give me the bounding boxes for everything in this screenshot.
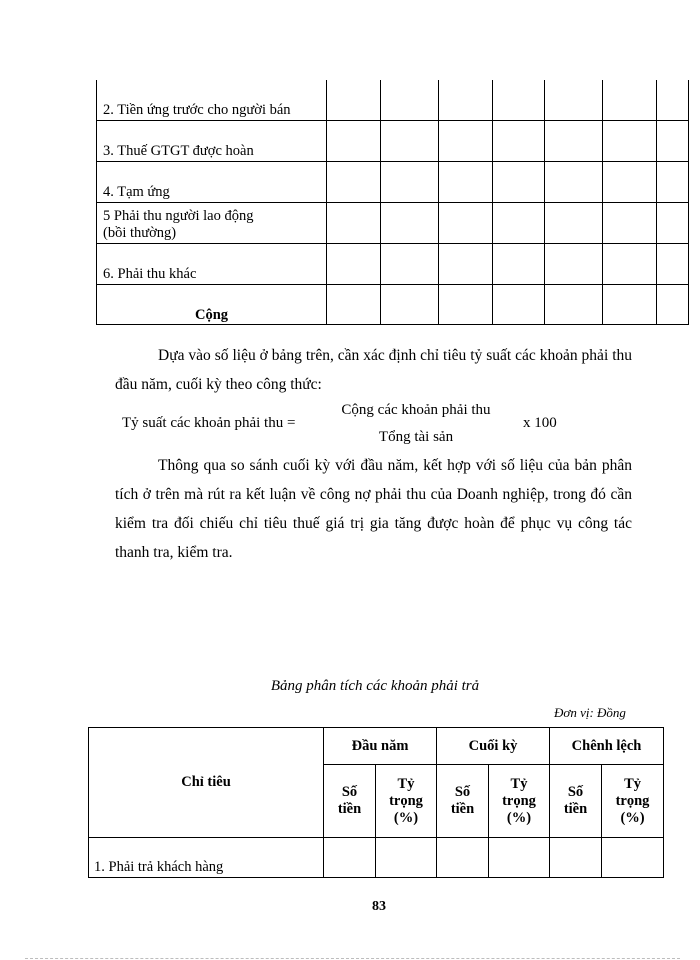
- page-number: 83: [372, 899, 386, 914]
- table-cell: [381, 80, 439, 121]
- table-cell: [327, 80, 381, 121]
- table-cell: [603, 121, 657, 162]
- table-cell: [439, 162, 493, 203]
- table-row: [97, 244, 689, 285]
- table-cell: [545, 203, 603, 244]
- row-label: 5 Phải thu người lao động (bồi thường): [97, 203, 327, 244]
- table-cell: [657, 244, 689, 285]
- header-group-start: Đầu năm: [324, 728, 437, 765]
- subheader-ratio: Tỷ trọng (%): [602, 765, 664, 838]
- row-label: 4. Tạm ứng: [97, 162, 327, 203]
- table-cell: [493, 203, 545, 244]
- table-cell: [603, 80, 657, 121]
- table-cell: [327, 162, 381, 203]
- table-cell: [493, 121, 545, 162]
- table-row: [97, 121, 689, 162]
- formula-multiplier: x 100: [523, 415, 557, 431]
- formula-denominator: Tổng tài sản: [378, 429, 454, 445]
- table-cell: [381, 162, 439, 203]
- table-row: [97, 162, 689, 203]
- header-group-diff: Chênh lệch: [550, 728, 664, 765]
- table-cell: [603, 203, 657, 244]
- table-cell: [602, 838, 664, 878]
- total-label: Cộng: [97, 285, 327, 325]
- table-cell: [493, 80, 545, 121]
- header-indicator: Chỉ tiêu: [89, 728, 324, 838]
- table-cell: [327, 121, 381, 162]
- table-cell: [545, 121, 603, 162]
- table-cell: [439, 285, 493, 325]
- table-cell: [327, 203, 381, 244]
- subheader-amount: Số tiền: [324, 765, 376, 838]
- paragraph-intro: Dựa vào số liệu ở bảng trên, cần xác định chỉ tiêu tỷ suất các khoản phải thu đầu năm, cuối kỳ theo công thức:: [115, 347, 632, 393]
- header-group-end: Cuối kỳ: [437, 728, 550, 765]
- subheader-amount: Số tiền: [437, 765, 489, 838]
- table-cell: [489, 838, 550, 878]
- table-cell: [550, 838, 602, 878]
- table-row: [97, 80, 689, 121]
- row-label: 3. Thuế GTGT được hoàn: [97, 121, 327, 162]
- page-divider: [25, 958, 680, 959]
- formula-label: Tỷ suất các khoản phải thu =: [122, 415, 296, 431]
- table-cell: [545, 285, 603, 325]
- subheader-ratio: Tỷ trọng (%): [376, 765, 437, 838]
- table-cell: [657, 121, 689, 162]
- table-cell: [657, 162, 689, 203]
- table-cell: [657, 285, 689, 325]
- payables-table: [88, 727, 664, 878]
- table-row: [97, 203, 689, 244]
- unit-label: Đơn vị: Đồng: [554, 705, 626, 720]
- table-cell: [324, 838, 376, 878]
- table-cell: [381, 244, 439, 285]
- row-label: 2. Tiền ứng trước cho người bán: [97, 80, 327, 121]
- table-row-label: 1. Phải trả khách hàng: [89, 838, 324, 878]
- table-cell: [439, 80, 493, 121]
- table-cell: [439, 121, 493, 162]
- table-cell: [657, 203, 689, 244]
- table-cell: [603, 162, 657, 203]
- formula-numerator: Cộng các khoản phải thu: [341, 402, 491, 418]
- table-cell: [327, 244, 381, 285]
- subheader-ratio: Tỷ trọng (%): [489, 765, 550, 838]
- table-cell: [545, 244, 603, 285]
- total-row: [97, 285, 689, 325]
- receivables-table-body: [97, 80, 689, 325]
- table-cell: [439, 203, 493, 244]
- table-cell: [493, 162, 545, 203]
- table-cell: [603, 285, 657, 325]
- receivables-table: [96, 80, 689, 325]
- table-cell: [439, 244, 493, 285]
- table-cell: [603, 244, 657, 285]
- table-cell: [327, 285, 381, 325]
- table-caption: Bảng phân tích các khoản phải trả: [270, 678, 480, 694]
- table-cell: [381, 203, 439, 244]
- row-label: 6. Phải thu khác: [97, 244, 327, 285]
- table-cell: [381, 285, 439, 325]
- table-cell: [657, 80, 689, 121]
- paragraph-conclusion: Thông qua so sánh cuối kỳ với đầu năm, kết hợp với số liệu của bản phân tích ở trên mà rút ra kết luận về công nợ phải thu của Doanh nghiệp, trong đó cần kiểm tra đối chiếu chỉ tiêu thuế giá trị gia tăng được hoàn để phục vụ công tác thanh tra, kiểm tra.: [115, 457, 632, 561]
- table-cell: [545, 162, 603, 203]
- table-cell: [545, 80, 603, 121]
- table-cell: [381, 121, 439, 162]
- subheader-amount: Số tiền: [550, 765, 602, 838]
- table-cell: [437, 838, 489, 878]
- table-cell: [493, 244, 545, 285]
- table-cell: [376, 838, 437, 878]
- table-cell: [493, 285, 545, 325]
